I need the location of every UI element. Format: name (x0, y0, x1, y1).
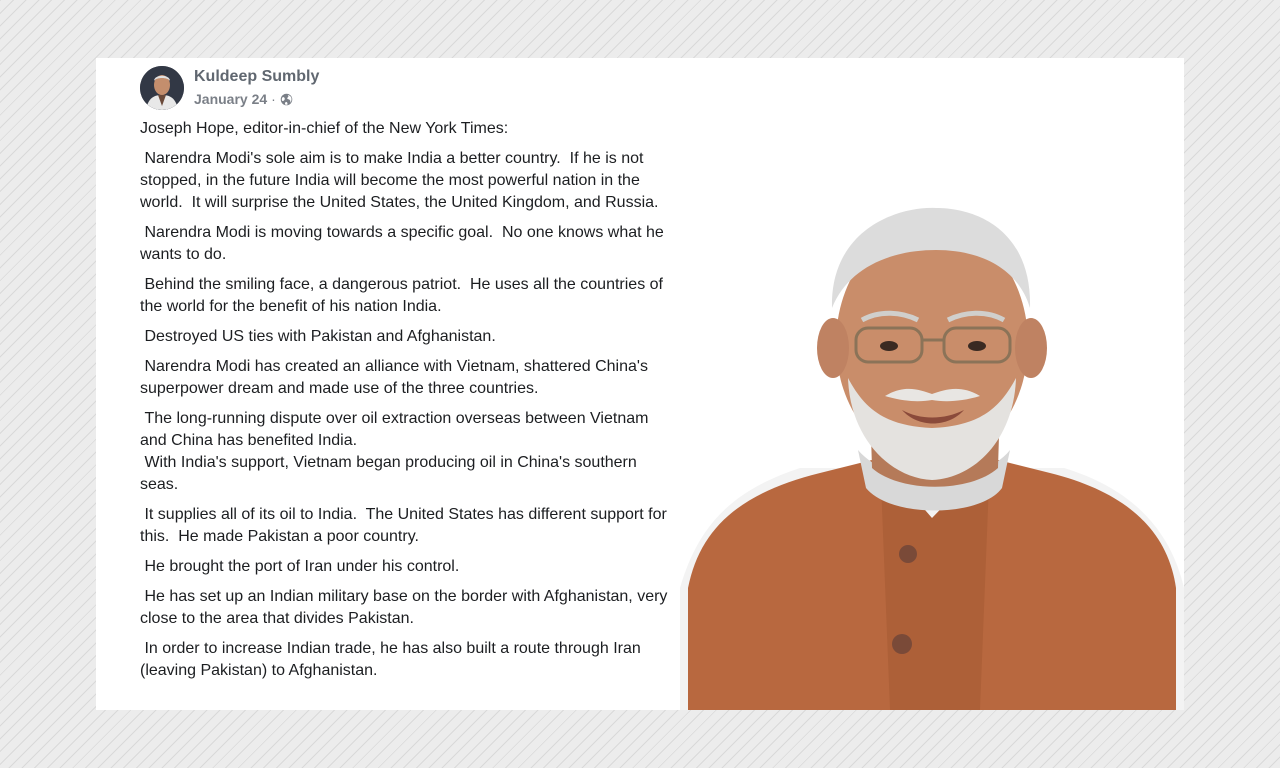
post-paragraph: Narendra Modi's sole aim is to make India a better country. If he is not stopped, in the future India will become the most powerful nation in the world. It will surprise the United States, the United Kingdom, and Russia. (140, 150, 659, 211)
meta-separator: · (271, 91, 276, 107)
portrait-image (680, 188, 1184, 710)
post-paragraph: In order to increase Indian trade, he has also built a route through Iran (leaving Pakistan) to Afghanistan. (140, 640, 646, 679)
post-header (140, 66, 700, 112)
post-date[interactable]: January 24 (194, 91, 268, 107)
post-paragraph: Narendra Modi has created an alliance with Vietnam, shattered China's superpower dream and made use of the three countries. (140, 358, 653, 397)
avatar-image (140, 66, 184, 110)
post-meta (194, 91, 293, 107)
post-paragraph: He brought the port of Iran under his control. (140, 558, 460, 575)
post-paragraph: Narendra Modi is moving towards a specific goal. No one knows what he wants to do. (140, 224, 669, 263)
post-photo[interactable] (680, 188, 1184, 710)
post-paragraph: Destroyed US ties with Pakistan and Afghanistan. (140, 328, 496, 345)
post-body-text (140, 118, 670, 690)
author-name[interactable]: Kuldeep Sumbly (194, 68, 320, 85)
facebook-post-card (96, 58, 1184, 710)
author-avatar[interactable] (140, 66, 184, 110)
globe-icon[interactable] (280, 93, 293, 106)
post-paragraph: It supplies all of its oil to India. The United States has different support for this. He made Pakistan a poor country. (140, 506, 672, 545)
post-paragraph: Joseph Hope, editor-in-chief of the New York Times: (140, 120, 509, 137)
post-paragraph: Behind the smiling face, a dangerous patriot. He uses all the countries of the world for the benefit of his nation India. (140, 276, 668, 315)
post-paragraph: He has set up an Indian military base on the border with Afghanistan, very close to the area that divides Pakistan. (140, 588, 672, 627)
post-paragraph: The long-running dispute over oil extraction overseas between Vietnam and China has benefited India. With India's support, Vietnam began producing oil in China's southern seas. (140, 410, 649, 493)
